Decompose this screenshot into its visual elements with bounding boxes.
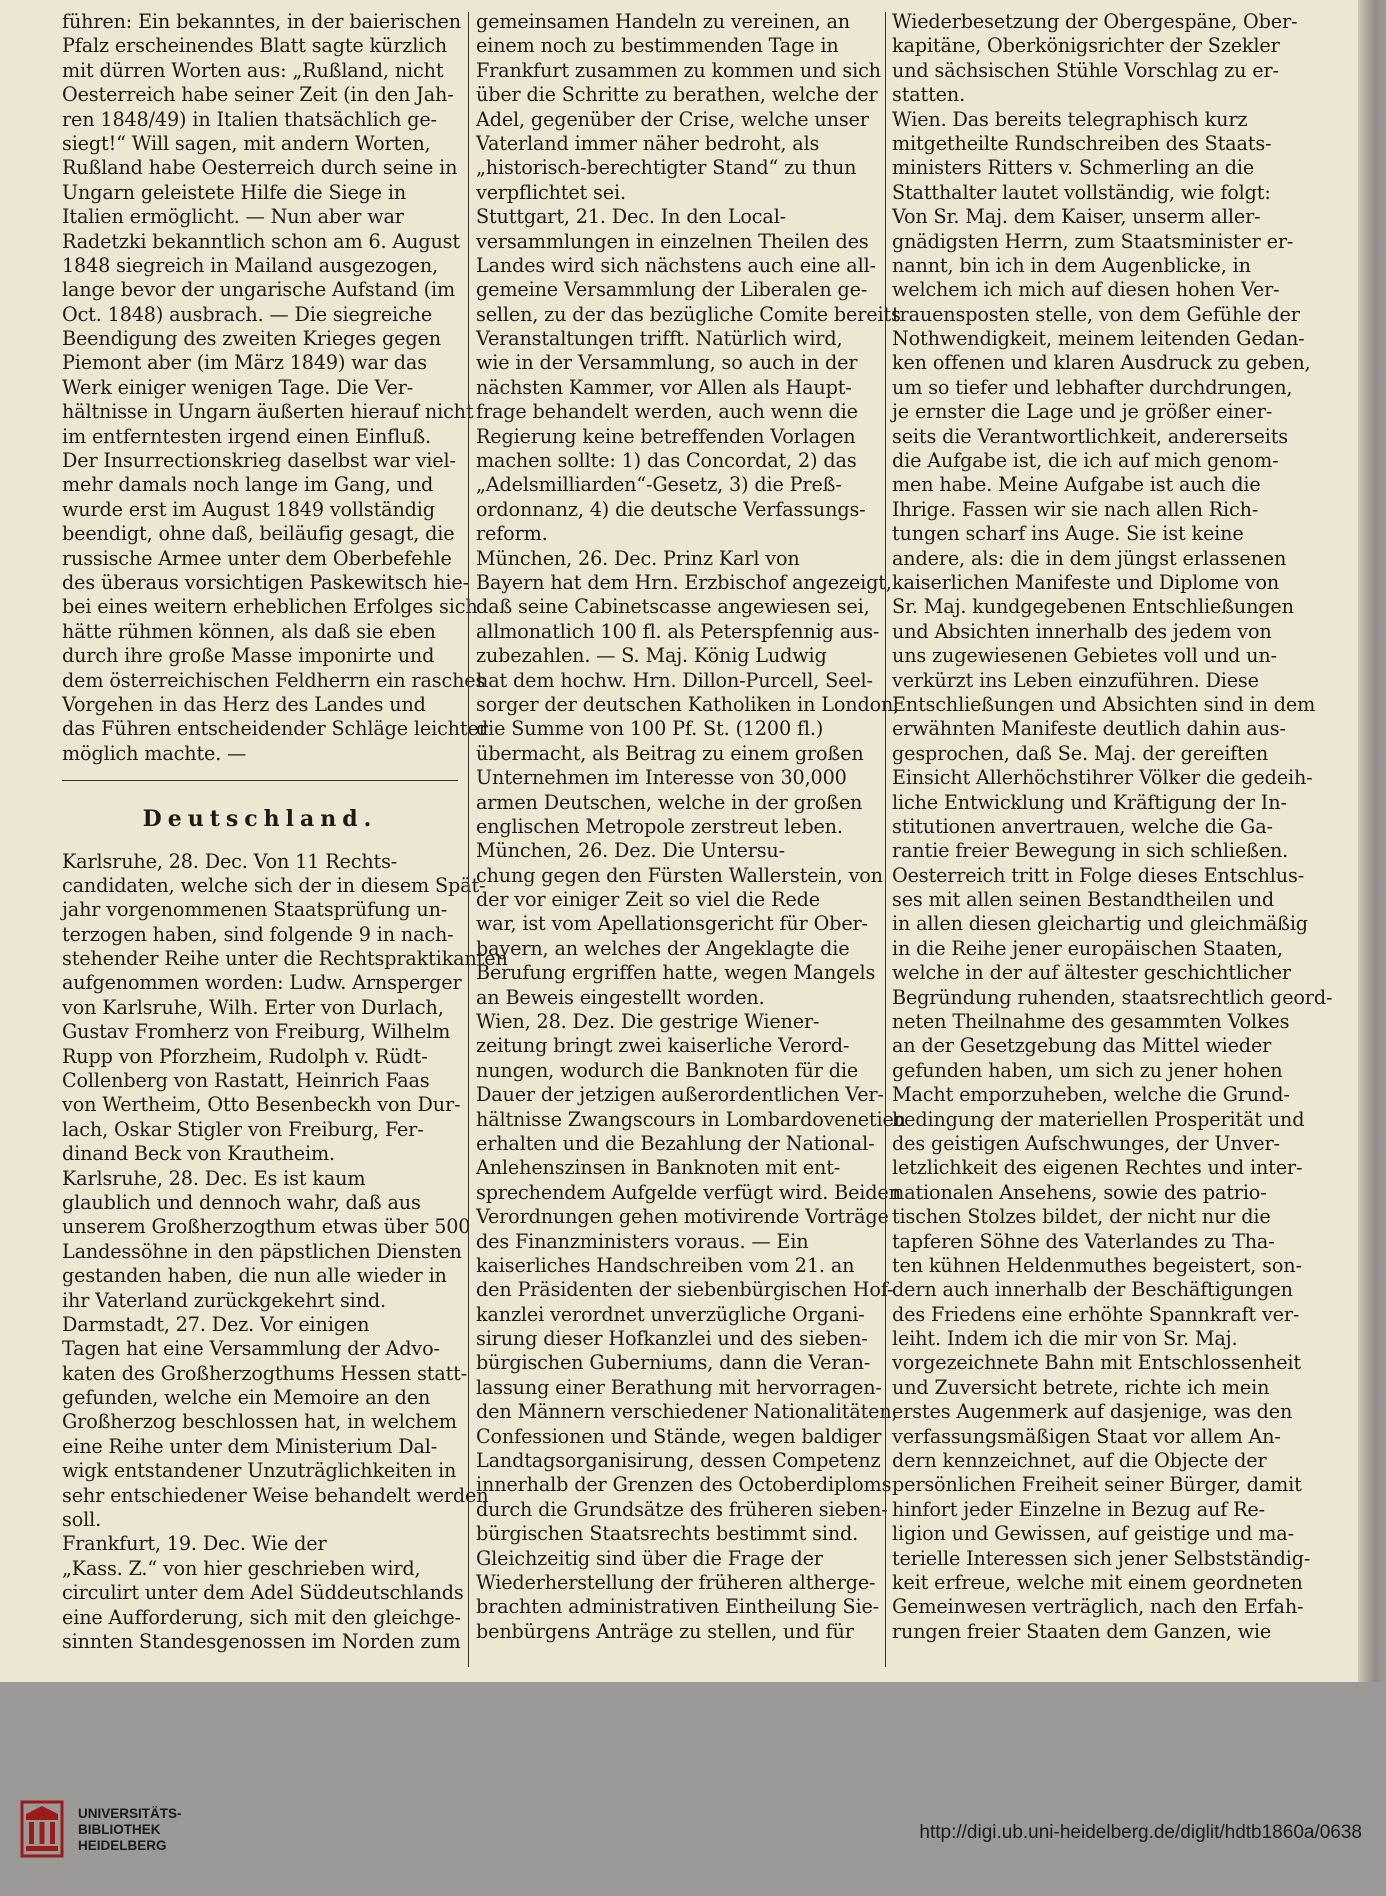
text-line: kanzlei verordnet unverzügliche Organi- [476,1302,865,1326]
text-line: Oct. 1848) ausbrach. — Die siegreiche [62,302,433,326]
source-url[interactable]: http://digi.ub.uni-heidelberg.de/diglit/hdtb1860a/0638 [919,1822,1362,1843]
text-line: Macht emporzuheben, welche die Grund- [892,1083,1290,1107]
text-line: ihr Vaterland zurückgekehrt sind. [62,1288,386,1312]
right-column [892,10,1333,1670]
text-line: unserem Großherzogthum etwas über 500 [62,1215,471,1239]
text-line: bürgischen Guberniums, dann die Veran- [476,1351,871,1375]
text-line: hätte rühmen können, als daß sie eben [62,619,436,643]
text-line: Pfalz erscheinendes Blatt sagte kürzlich [62,34,447,58]
text-line: stehender Reihe unter die Rechtspraktikanten [62,947,508,971]
text-line: Wien. Das bereits telegraphisch kurz [892,107,1248,131]
text-line: gemeine Versammlung der Liberalen ge- [476,278,868,302]
text-line: Bayern hat dem Hrn. Erzbischof angezeigt, [476,570,892,594]
text-line: Von Sr. Maj. dem Kaiser, unserm aller- [892,205,1261,229]
text-line: brachten administrativen Eintheilung Sie- [476,1595,879,1619]
middle-column [476,10,906,1670]
text-line: kaiserlichen Manifeste und Diplome von [892,570,1280,594]
text-line: ren 1848/49) in Italien thatsächlich ge- [62,107,437,131]
text-line: katen des Großherzogthums Hessen statt- [62,1361,468,1385]
text-line: daß seine Cabinetscasse angewiesen sei, [476,595,870,619]
text-line: rungen freier Staaten dem Ganzen, wie [892,1619,1272,1643]
text-line: ten kühnen Heldenmuthes begeistert, son- [892,1253,1302,1277]
text-line: Rußland habe Oesterreich durch seine in [62,156,458,180]
text-line: das Führen entscheidender Schläge leichter [62,717,488,741]
text-line: Ihrige. Fassen wir sie nach allen Rich- [892,497,1259,521]
text-line: russische Armee unter dem Oberbefehle [62,546,452,570]
left-column [62,10,508,1670]
text-line: München, 26. Dec. Prinz Karl von [476,546,800,570]
text-line: tischen Stolzes bildet, der nicht nur die [892,1205,1271,1229]
text-line: ministers Ritters v. Schmerling an die [892,156,1255,180]
text-line: siegt!“ Will sagen, mit andern Worten, [62,131,431,155]
text-line: Italien ermöglicht. — Nun aber war [62,205,404,229]
text-line: dinand Beck von Krautheim. [62,1142,335,1166]
text-line: Der Insurrectionskrieg daselbst war viel- [62,449,456,473]
text-line: frage behandelt werden, auch wenn die [476,400,858,424]
library-name-line-1: UNIVERSITÄTS- [78,1806,182,1821]
text-line: versammlungen in einzelnen Theilen des [476,229,869,253]
text-line: Landessöhne in den päpstlichen Diensten [62,1239,462,1263]
text-line: „historisch-berechtigter Stand“ zu thun [476,156,857,180]
text-line: nungen, wodurch die Banknoten für die [476,1058,859,1082]
text-line: candidaten, welche sich der in diesem Spät- [62,873,486,897]
text-line: rantie freier Bewegung in sich schließen. [892,839,1289,863]
text-line: und Absichten innerhalb des jedem von [892,619,1272,643]
text-line: jahr vorgenommenen Staatsprüfung un- [62,898,448,922]
text-line: soll. [62,1508,102,1532]
text-line: erwähnten Manifeste deutlich dahin aus- [892,717,1286,741]
text-line: eine Reihe unter dem Ministerium Dal- [62,1434,438,1458]
text-line: die Summe von 100 Pf. St. (1200 fl.) [476,717,824,741]
text-line: hat dem hochw. Hrn. Dillon-Purcell, Seel- [476,668,873,692]
text-line: zeitung bringt zwei kaiserliche Verord- [476,1034,850,1058]
text-line: Ungarn geleistete Hilfe die Siege in [62,180,407,204]
text-line: und sächsischen Stühle Vorschlag zu er- [892,58,1279,82]
text-line: Sr. Maj. kundgegebenen Entschließungen [892,595,1294,619]
text-line: durch die Grundsätze des früheren sieben- [476,1497,888,1521]
text-line: ses mit allen seinen Bestandtheilen und [892,888,1275,912]
text-line: des geistigen Aufschwunges, der Unver- [892,1131,1280,1155]
text-line: tapferen Söhne des Vaterlandes zu Tha- [892,1229,1275,1253]
text-line: Unternehmen im Interesse von 30,000 [476,766,847,790]
text-line: Frankfurt, 19. Dec. Wie der [62,1532,327,1556]
text-line: hältnisse in Ungarn äußerten hierauf nicht [62,400,474,424]
text-line: Nothwendigkeit, meinem leitenden Gedan- [892,327,1305,351]
text-line: mitgetheilte Rundschreiben des Staats- [892,131,1272,155]
text-line: Vaterland immer näher bedroht, als [476,131,820,155]
column-divider-left [468,12,469,1667]
text-line: trauensposten stelle, von dem Gefühle der [892,302,1300,326]
text-line: beendigt, ohne daß, beiläufig gesagt, die [62,522,455,546]
text-line: nächsten Kammer, vor Allen als Haupt- [476,375,852,399]
text-line: an Beweis eingestellt worden. [476,985,765,1009]
text-line: tungen scharf ins Auge. Sie ist keine [892,522,1244,546]
text-line: bedingung der materiellen Prosperität und [892,1107,1305,1131]
text-line: „Kass. Z.“ von hier geschrieben wird, [62,1556,421,1580]
text-line: welche in der auf ältester geschichtlicher [892,961,1291,985]
text-line: von Karlsruhe, Wilh. Erter von Durlach, [62,995,444,1019]
text-line: mehr damals noch lange im Gang, und [62,473,434,497]
text-line: an der Gesetzgebung das Mittel wieder [892,1034,1272,1058]
text-line: und Zuversicht betrete, richte ich mein [892,1375,1270,1399]
text-line: sprechendem Aufgelde verfügt wird. Beiden [476,1180,901,1204]
text-line: gefunden haben, um sich zu jener hohen [892,1058,1283,1082]
text-line: die Aufgabe ist, die ich auf mich genom- [892,449,1279,473]
text-line: je ernster die Lage und je größer einer- [892,400,1273,424]
text-line: mit dürren Worten aus: „Rußland, nicht [62,58,444,82]
text-line: Vorgehen in das Herz des Landes und [62,692,426,716]
text-line: ken offenen und klaren Ausdruck zu geben, [892,351,1311,375]
text-line: dern auch innerhalb der Beschäftigungen [892,1278,1293,1302]
text-line: Landtagsorganisirung, dessen Competenz [476,1449,881,1473]
text-line: Werk einiger wenigen Tage. Die Ver- [62,375,414,399]
text-line: welchem ich mich auf diesen hohen Ver- [892,278,1280,302]
section-rule [62,780,458,781]
text-line: sinnten Standesgenossen im Norden zum [62,1630,461,1653]
text-line: Piemont aber (im März 1849) war das [62,351,427,375]
text-line: in die Reihe jener europäischen Staaten, [892,936,1283,960]
text-line: hältnisse Zwangscours in Lombardovenetien [476,1107,906,1131]
text-line: wurde erst im August 1849 vollständig [62,497,435,521]
text-line: sehr entschiedener Weise behandelt werden [62,1483,489,1507]
text-line: erstes Augenmerk auf dasjenige, was den [892,1400,1293,1424]
text-line: war, ist vom Apellationsgericht für Ober- [476,912,868,936]
text-line: vorgezeichnete Bahn mit Entschlossenheit [892,1351,1301,1375]
text-line: des Finanzministers voraus. — Ein [476,1229,809,1253]
text-line: bayern, an welches der Angeklagte die [476,936,850,960]
text-line: Statthalter lautet vollständig, wie folgt: [892,180,1271,204]
text-line: stitutionen anvertrauen, welche die Ga- [892,814,1273,838]
text-line: Regierung keine betreffenden Vorlagen [476,424,856,448]
text-line: dern kennzeichnet, auf die Objecte der [892,1449,1267,1473]
text-line: benbürgens Anträge zu stellen, und für [476,1619,854,1643]
text-line: Tagen hat eine Versammlung der Advo- [62,1337,440,1361]
text-line: letzlichkeit des eigenen Rechtes und inter- [892,1156,1303,1180]
text-line: Verordnungen gehen motivirende Vorträge [476,1205,889,1229]
text-line: im entferntesten irgend einen Einfluß. [62,424,431,448]
text-line: reform. [476,522,548,546]
text-line: nationalen Ansehens, sowie des patrio- [892,1180,1267,1204]
text-line: durch ihre große Masse imponirte und [62,644,435,668]
text-line: München, 26. Dez. Die Untersu- [476,839,785,863]
text-line: Entschließungen und Absichten sind in dem [892,692,1316,716]
text-line: Radetzki bekanntlich schon am 6. August [62,229,460,253]
text-line: Rupp von Pforzheim, Rudolph v. Rüdt- [62,1044,428,1068]
text-line: uns zugewiesenen Gebietes voll und un- [892,644,1277,668]
text-line: Einsicht Allerhöchstihrer Völker die gedeih- [892,766,1313,790]
text-line: nannt, bin ich in dem Augenblicke, in [892,253,1251,277]
text-line: gnädigsten Herrn, zum Staatsminister er- [892,229,1294,253]
text-line: gesprochen, daß Se. Maj. der gereiften [892,741,1269,765]
text-line: hinfort jeder Einzelne in Bezug auf Re- [892,1497,1265,1521]
text-line: wigk entstandener Unzuträglichkeiten in [62,1459,457,1483]
text-line: Oesterreich habe seiner Zeit (in den Jah- [62,83,454,107]
text-line: Darmstadt, 27. Dez. Vor einigen [62,1312,370,1336]
text-line: ligion und Gewissen, auf geistige und ma- [892,1522,1294,1546]
text-line: verfassungsmäßigen Staat vor allem An- [892,1424,1281,1448]
text-line: liche Entwicklung und Kräftigung der In- [892,790,1287,814]
text-line: dem österreichischen Feldherrn ein rasches [62,668,486,692]
text-line: übermacht, als Beitrag zu einem großen [476,741,864,765]
text-line: Berufung ergriffen hatte, wegen Mangels [476,961,876,985]
text-line: Stuttgart, 21. Dec. In den Local- [476,205,787,229]
library-name-line-3: HEIDELBERG [78,1838,167,1853]
text-line: ordonnanz, 4) die deutsche Verfassungs- [476,497,866,521]
text-line: über die Schritte zu berathen, welche der [476,83,878,107]
text-line: terielle Interessen sich jener Selbstständig- [892,1546,1311,1570]
text-line: Confessionen und Stände, wegen baldiger [476,1424,882,1448]
text-line: persönlichen Freiheit seiner Bürger, damit [892,1473,1302,1497]
section-gap [62,832,458,850]
text-line: terzogen haben, sind folgende 9 in nach- [62,922,454,946]
text-line: Landes wird sich nächstens auch eine all- [476,253,876,277]
text-line: allmonatlich 100 fl. als Peterspfennig aus- [476,619,880,643]
text-line: Karlsruhe, 28. Dec. Von 11 Rechts- [62,849,398,873]
page-edge-shadow [1358,0,1386,1682]
text-line: „Adelsmilliarden“-Gesetz, 3) die Preß- [476,473,842,497]
text-line: gefunden, welche ein Memoire an den [62,1386,431,1410]
text-line: sirung dieser Hofkanzlei und des sieben- [476,1327,868,1351]
text-line: verpflichtet sei. [476,180,626,204]
text-line: Gleichzeitig sind über die Frage der [476,1546,823,1570]
text-line: Oesterreich tritt in Folge dieses Entschlus- [892,863,1305,887]
text-line: Begründung ruhenden, staatsrechtlich geord- [892,985,1333,1009]
text-line: Collenberg von Rastatt, Heinrich Faas [62,1069,430,1093]
university-seal-icon [18,1800,66,1858]
text-line: sellen, zu der das bezügliche Comite bereits [476,302,901,326]
text-line: andere, als: die in dem jüngst erlassenen [892,546,1287,570]
text-line: um so tiefer und lebhafter durchdrungen, [892,375,1293,399]
text-line: lassung einer Berathung mit hervorragen- [476,1375,882,1399]
text-line: 1848 siegreich in Mailand ausgezogen, [62,253,439,277]
text-line: verkürzt ins Leben einzuführen. Diese [892,668,1259,692]
library-name-line-2: BIBLIOTHEK [78,1822,161,1837]
section-heading: Deutschland. [142,806,378,833]
text-line: leiht. Indem ich die mir von Sr. Maj. [892,1327,1238,1351]
text-line: seits die Verantwortlichkeit, andererseits [892,424,1288,448]
text-line: Anlehenszinsen in Banknoten mit ent- [476,1156,841,1180]
text-line: Karlsruhe, 28. Dec. Es ist kaum [62,1166,366,1190]
text-line: den Männern verschiedener Nationalitäten, [476,1400,898,1424]
text-line: den Präsidenten der siebenbürgischen Hof- [476,1278,894,1302]
text-line: einem noch zu bestimmenden Tage in [476,34,839,58]
text-line: Großherzog beschlossen hat, in welchem [62,1410,457,1434]
text-line: Gustav Fromherz von Freiburg, Wilhelm [62,1020,451,1044]
text-line: men habe. Meine Aufgabe ist auch die [892,473,1261,497]
text-line: erhalten und die Bezahlung der National- [476,1131,875,1155]
text-line: des Friedens eine erhöhte Spannkraft ver- [892,1302,1300,1326]
text-line: keit erfreue, welche mit einem geordneten [892,1571,1303,1594]
text-line: des überaus vorsichtigen Paskewitsch hie- [62,570,469,594]
text-line: armen Deutschen, welche in der großen [476,790,863,814]
text-line: Wiederherstellung der früheren altherge- [476,1571,876,1594]
text-line: zubezahlen. — S. Maj. König Ludwig [476,644,827,668]
text-line: Gemeinwesen verträglich, nach den Erfah- [892,1595,1304,1619]
library-name [78,1806,182,1854]
text-line: Wien, 28. Dez. Die gestrige Wiener- [476,1010,820,1034]
text-line: innerhalb der Grenzen des Octoberdiploms [476,1473,892,1497]
footer-bar [0,1682,1386,1896]
text-line: glaublich und dennoch wahr, daß aus [62,1190,421,1214]
text-line: sorger der deutschen Katholiken in London, [476,692,900,716]
text-line: wie in der Versammlung, so auch in der [476,351,858,375]
text-line: gestanden haben, die nun alle wieder in [62,1264,447,1288]
text-line: von Wertheim, Otto Besenbeckh von Dur- [62,1093,461,1117]
text-line: kaiserliches Handschreiben vom 21. an [476,1253,855,1277]
text-line: eine Aufforderung, sich mit den gleichge- [62,1605,461,1629]
text-line: aufgenommen worden: Ludw. Arnsperger [62,971,462,995]
text-line: Dauer der jetzigen außerordentlichen Ver- [476,1083,884,1107]
text-line: Veranstaltungen trifft. Natürlich wird, [476,327,843,351]
text-line: bei eines weitern erheblichen Erfolges sich [62,595,478,619]
text-line: bürgischen Staatsrechts bestimmt sind. [476,1522,859,1546]
text-line: machen sollte: 1) das Concordat, 2) das [476,449,857,473]
text-line: neten Theilnahme des gesammten Volkes [892,1010,1290,1034]
text-line: der vor einiger Zeit so viel die Rede [476,888,820,912]
text-line: kapitäne, Oberkönigsrichter der Szekler [892,34,1280,58]
text-line: chung gegen den Fürsten Wallerstein, von [476,863,883,887]
text-line: englischen Metropole zerstreut leben. [476,814,843,838]
text-line: in allen diesen gleichartig und gleichmäßig [892,912,1308,936]
text-line: Wiederbesetzung der Obergespäne, Ober- [892,10,1298,33]
text-line: möglich machte. — [62,741,247,765]
text-line: lach, Oskar Stigler von Freiburg, Fer- [62,1117,424,1141]
text-line: circulirt unter dem Adel Süddeutschlands [62,1581,464,1605]
text-line: Frankfurt zusammen zu kommen und sich [476,58,881,82]
text-line: Beendigung des zweiten Krieges gegen [62,327,441,351]
text-line: führen: Ein bekanntes, in der baierischen [62,10,461,33]
column-divider-right [885,12,886,1667]
text-line: lange bevor der ungarische Aufstand (im [62,278,456,302]
text-line: statten. [892,83,966,107]
text-line: gemeinsamen Handeln zu vereinen, an [476,10,850,33]
text-line: Adel, gegenüber der Crise, welche unser [476,107,869,131]
